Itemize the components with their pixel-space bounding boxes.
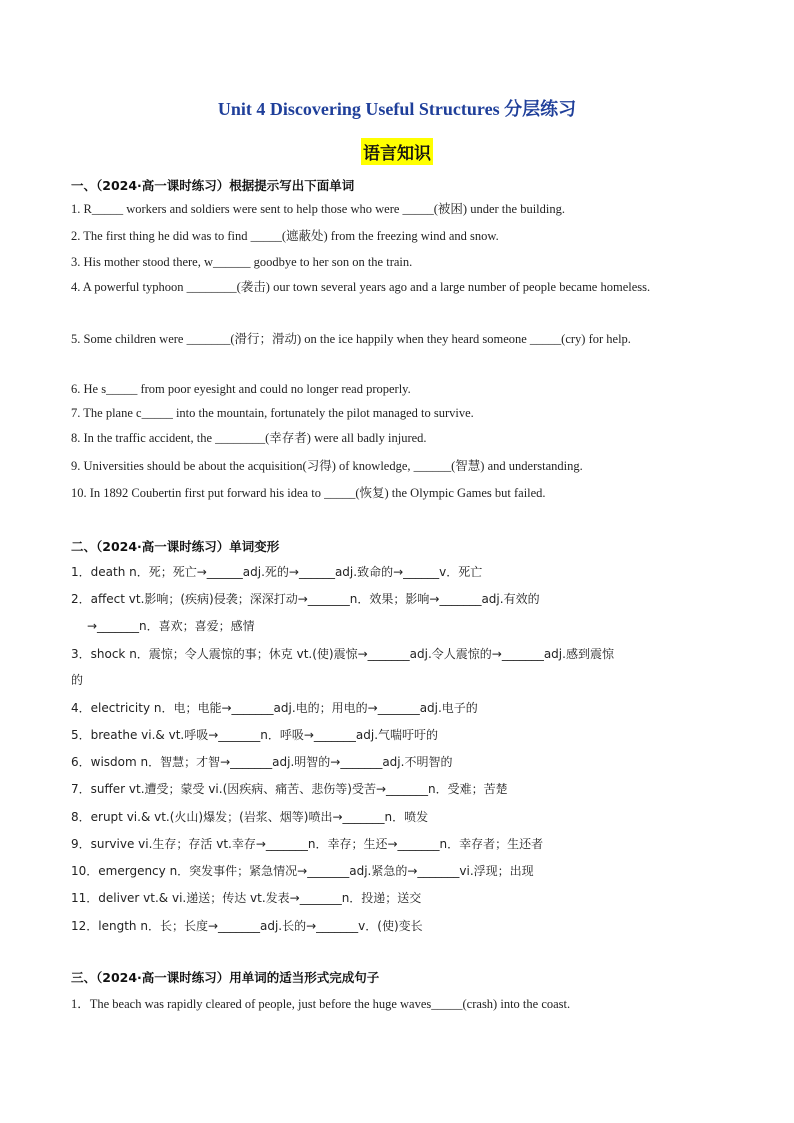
section2-item-1: 1．death n．死；死亡→______adj.死的→______adj.致命的→______v．死亡 (71, 565, 483, 579)
section3-heading: 三、（2024·高一课时练习）用单词的适当形式完成句子 (71, 970, 380, 985)
section2-heading: 二、（2024·高一课时练习）单词变形 (71, 539, 280, 554)
section1-item-10: 10. In 1892 Coubertin first put forward his idea to _____(恢复) the Olympic Games but failed. (71, 486, 546, 500)
section2-item-2-cont: →_______n．喜欢；喜爱；感情 (87, 619, 255, 633)
section2-item-3: 3．shock n．震惊；令人震惊的事；休克 vt.(使)震惊→_______adj.令人震惊的→_______adj.感到震惊 (71, 647, 614, 661)
section1-item-7: 7. The plane c_____ into the mountain, fortunately the pilot managed to survive. (71, 406, 474, 420)
section1-item-3: 3. His mother stood there, w______ goodbye to her son on the train. (71, 255, 413, 269)
section2-item-12: 12．length n．长；长度→_______adj.长的→_______v．(使)变长 (71, 919, 423, 933)
section2-item-11: 11．deliver vt.& vi.递送；传达 vt.发表→_______n．投递；送交 (71, 891, 422, 905)
section2-item-2: 2．affect vt.影响；(疾病)侵袭；深深打动→_______n．效果；影响→_______adj.有效的 (71, 592, 540, 606)
section2-item-3-cont: 的 (71, 673, 84, 687)
section3-item-1: 1．The beach was rapidly cleared of people, just before the huge waves_____(crash) into the coast. (71, 997, 571, 1011)
section1-item-9: 9. Universities should be about the acquisition(习得) of knowledge, ______(智慧) and understanding. (71, 459, 583, 473)
page-subtitle: 语言知识 (361, 138, 433, 165)
section2-item-7: 7．suffer vt.遭受；蒙受 vi.(因疾病、痛苦、悲伤等)受苦→_______n．受难；苦楚 (71, 782, 508, 796)
section1-heading: 一、（2024·高一课时练习）根据提示写出下面单词 (71, 178, 355, 193)
section2-item-9: 9．survive vi.生存；存活 vt.幸存→_______n．幸存；生还→_______n．幸存者；生还者 (71, 837, 544, 851)
section2-item-6: 6．wisdom n．智慧；才智→_______adj.明智的→_______adj.不明智的 (71, 755, 453, 769)
section2-item-10: 10．emergency n．突发事件；紧急情况→_______adj.紧急的→_______vi.浮现；出现 (71, 864, 534, 878)
section2-item-8: 8．erupt vi.& vt.(火山)爆发；(岩浆、烟等)喷出→_______n．喷发 (71, 810, 429, 824)
section2-item-5: 5．breathe vi.& vt.呼吸→_______n．呼吸→_______adj.气喘吁吁的 (71, 728, 439, 742)
page-title: Unit 4 Discovering Useful Structures 分层练习 (217, 99, 577, 119)
section1-item-8: 8. In the traffic accident, the ________(幸存者) were all badly injured. (71, 431, 427, 445)
section1-item-5: 5. Some children were _______(滑行；滑动) on the ice happily when they heard someone _____(cry) for help. (71, 332, 631, 346)
section1-item-4: 4. A powerful typhoon ________(袭击) our town several years ago and a large number of people became homeless. (71, 280, 651, 294)
section1-item-6: 6. He s_____ from poor eyesight and could no longer read properly. (71, 382, 411, 396)
subtitle-container (71, 138, 723, 165)
section1-item-2: 2. The first thing he did was to find _____(遮蔽处) from the freezing wind and snow. (71, 229, 499, 243)
section2-item-4: 4．electricity n．电；电能→_______adj.电的；用电的→_______adj.电子的 (71, 701, 478, 715)
section1-item-1: 1. R_____ workers and soldiers were sent to help those who were _____(被困) under the building. (71, 202, 566, 216)
